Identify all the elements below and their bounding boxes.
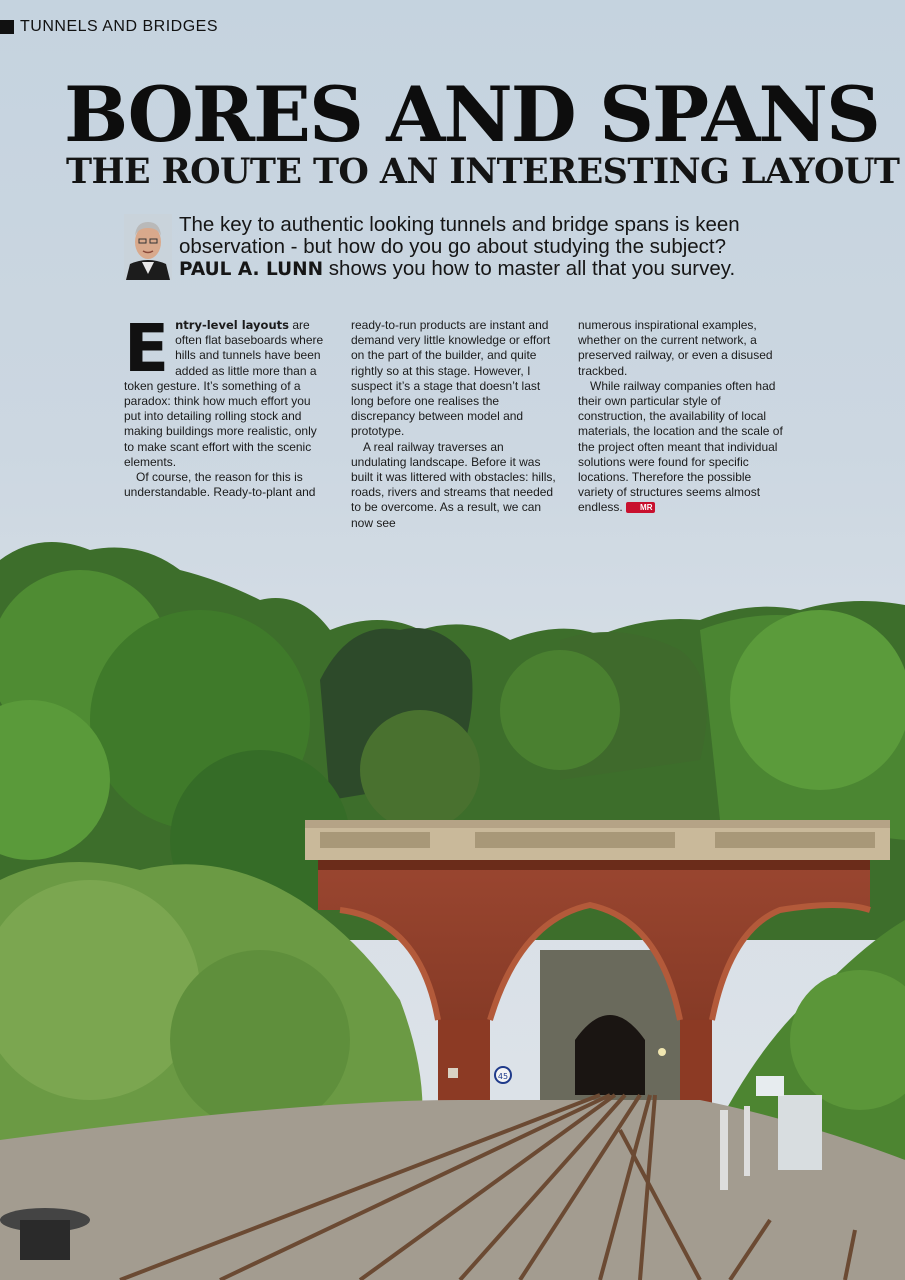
railway-bridge-photo bbox=[0, 520, 905, 1280]
speed-sign bbox=[495, 1067, 511, 1083]
ballast-ground bbox=[0, 1100, 905, 1280]
paragraph: Of course, the reason for this is understandable. Ready-to-plant and bbox=[124, 470, 316, 500]
body-column-3 bbox=[578, 318, 784, 516]
speed-sign-label: 45 bbox=[497, 1072, 509, 1081]
section-label-text: TUNNELS AND BRIDGES bbox=[20, 18, 218, 35]
section-marker bbox=[0, 20, 14, 34]
standfirst bbox=[124, 214, 824, 281]
paragraph-text: are often flat baseboards where hills and tunnels have been added as little more than a token gesture. It’s something of a paradox: think how much effort you put into detailing rolling stock and making buildings more realistic, only to make scant effort with the scenic elements. bbox=[124, 318, 324, 469]
author-photo bbox=[124, 214, 172, 280]
author-name: PAUL A. LUNN bbox=[179, 259, 324, 280]
headline: BORES AND SPANS bbox=[64, 70, 879, 159]
standfirst-line-2: observation - but how do you go about studying the subject? bbox=[179, 235, 727, 258]
paragraph: numerous inspirational examples, whether on the current network, a preserved railway, or even a disused trackbed. bbox=[578, 318, 773, 378]
body-column-2 bbox=[351, 318, 557, 531]
subheadline: THE ROUTE TO AN INTERESTING LAYOUT bbox=[66, 151, 900, 192]
drop-cap: E bbox=[124, 310, 170, 387]
section-label bbox=[0, 18, 218, 36]
lead-in: ntry-level layouts bbox=[175, 318, 289, 332]
standfirst-line-1: The key to authentic looking tunnels and bridge spans is keen bbox=[179, 213, 740, 236]
standfirst-line-3 bbox=[179, 258, 740, 281]
paragraph-text: While railway companies often had their own particular style of construction, the availability of local materials, the location and the scale of the project often meant that individual solutions were found for specific locations. Therefore the possible variety of structures seems almost endless. bbox=[578, 378, 783, 515]
paragraph: A real railway traverses an undulating landscape. Before it was built it was littered with obstacles: hills, roads, rivers and streams that needed to be overcome. As a result, we can now see bbox=[351, 439, 556, 530]
paragraph bbox=[578, 379, 784, 516]
paragraph bbox=[124, 310, 330, 470]
standfirst-text bbox=[179, 214, 740, 281]
body-column-1 bbox=[124, 310, 330, 500]
standfirst-line-3-text: shows you how to master all that you survey. bbox=[323, 257, 736, 280]
end-mark-icon: MR bbox=[626, 502, 654, 513]
paragraph: ready-to-run products are instant and demand very little knowledge or effort on the part of the builder, and quite rightly so at this stage. However, I suspect it’s a stage that doesn’t last long before one realises the discrepancy between model and prototype. bbox=[351, 318, 551, 439]
